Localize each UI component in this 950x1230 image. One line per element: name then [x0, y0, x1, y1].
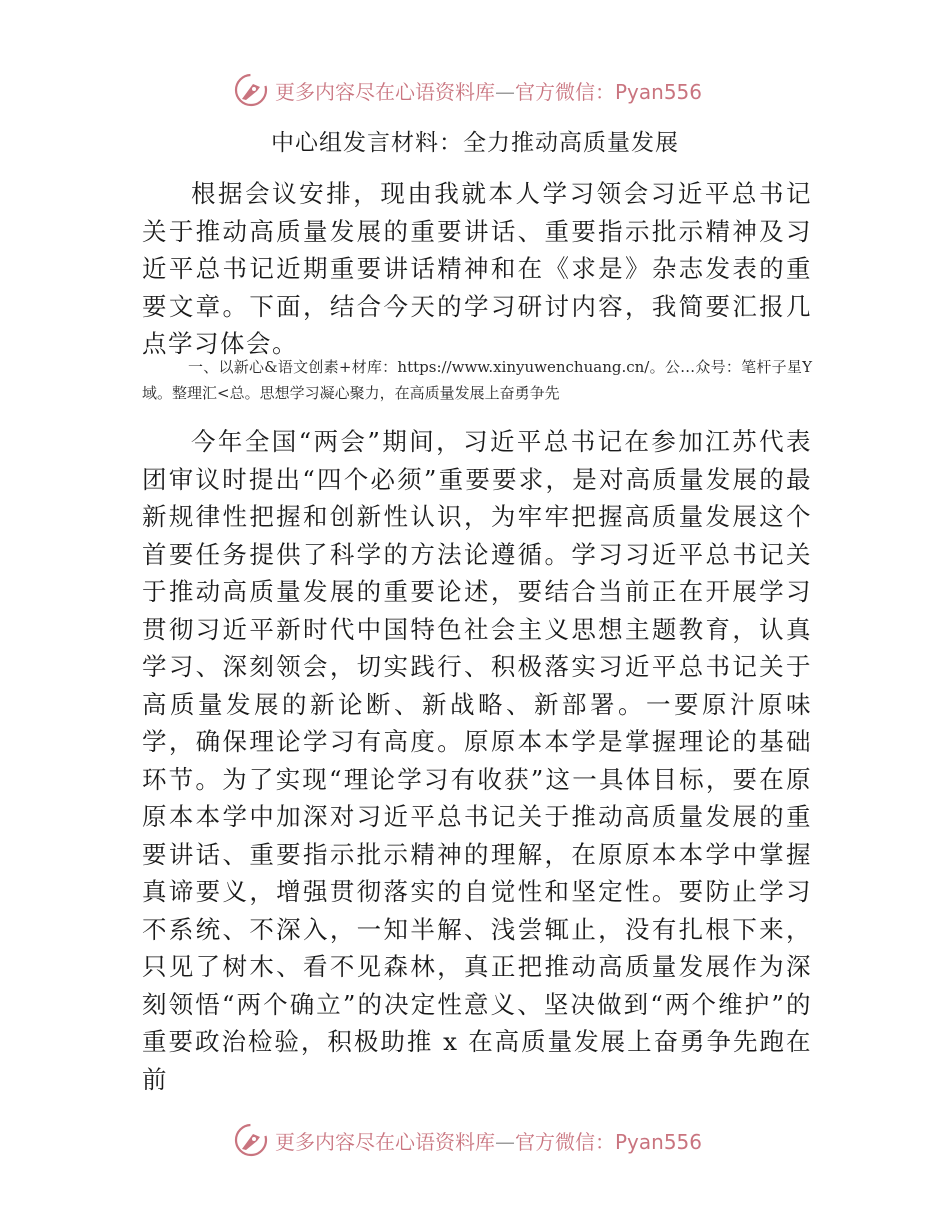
page-title: 中心组发言材料：全力推动高质量发展 [271, 130, 679, 156]
footer-watermark [233, 1120, 702, 1160]
watermark-text: 更多内容尽在心语资料库—官方微信：Pyan556 [275, 1129, 703, 1154]
section-heading: 一、以新心&语文创素+材库：https://www.xinyuwenchuang.cn/。公…众号：笔杆子星Y域。整理汇<总。思想学习凝心聚力，在高质量发展上奋勇争先 [142, 358, 812, 402]
watermark-text: 更多内容尽在心语资料库—官方微信：Pyan556 [275, 79, 703, 104]
body-paragraph: 今年全国“两会”期间，习近平总书记在参加江苏代表团审议时提出“四个必须”重要要求，是对高质量发展的最新规律性把握和创新性认识，为牢牢把握高质量发展这个首要任务提供了科学的方法论遵循。学习习近平总书记关于推动高质量发展的重要论述，要结合当前正在开展学习贯彻习近平新时代中国特色社会主义思想主题教育，认真学习、深刻领会，切实践行、积极落实习近平总书记关于高质量发展的新论断、新战略、新部署。一要原汁原味学，确保理论学习有高度。原原本本学是掌握理论的基础环节。为了实现“理论学习有收获”这一具体目标，要在原原本本学中加深对习近平总书记关于推动高质量发展的重要讲话、重要指示批示精神的理解，在原原本本学中掌握真谛要义，增强贯彻落实的自觉性和坚定性。要防止学习不系统、不深入，一知半解、浅尝辄止，没有扎根下来，只见了树木、看不见森林，真正把推动高质量发展作为深刻领悟“两个确立”的决定性意义、坚决做到“两个维护”的重要政治检验，积极助推 x 在高质量发展上奋勇争先跑在前 [142, 427, 812, 1094]
pen-nib-logo-icon [233, 1122, 269, 1158]
intro-paragraph: 根据会议安排，现由我就本人学习领会习近平总书记关于推动高质量发展的重要讲话、重要指示批示精神及习近平总书记近期重要讲话精神和在《求是》杂志发表的重要文章。下面，结合今天的学习研讨内容，我简要汇报几点学习体会。 [142, 179, 812, 358]
header-watermark [233, 70, 702, 110]
pen-nib-logo-icon [233, 72, 269, 108]
